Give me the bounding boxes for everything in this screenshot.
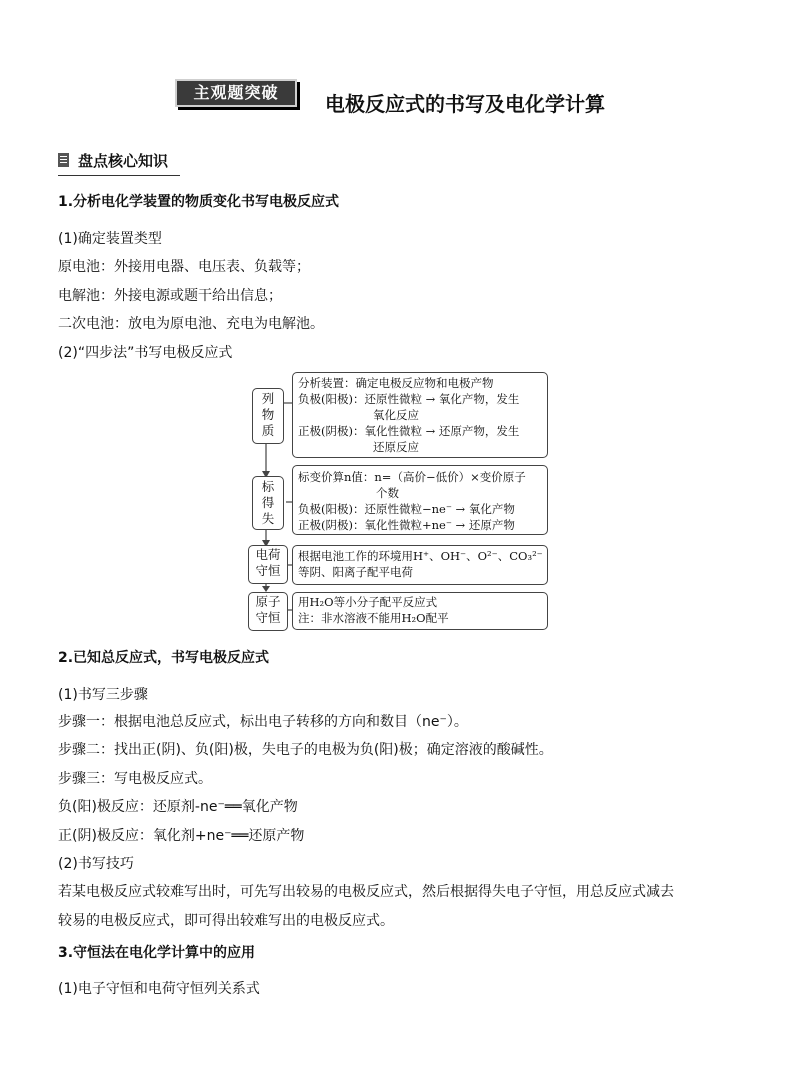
step-label-char: 得 bbox=[261, 495, 275, 510]
step-label-char: 列 bbox=[261, 391, 275, 406]
sub-heading-3-1: (1)电子守恒和电荷守恒列关系式 bbox=[58, 981, 260, 997]
heading-2: 2.已知总反应式，书写电极反应式 bbox=[58, 650, 270, 666]
step-two-text: 步骤二：找出正(阴)、负(阳)极，失电子的电极为负(阳)极；确定溶液的酸碱性。 bbox=[58, 742, 553, 758]
text-secondary: 二次电池：放电为原电池、充电为电解池。 bbox=[58, 316, 324, 332]
step-label-text: 守恒 bbox=[255, 563, 281, 578]
section-divider bbox=[58, 175, 180, 176]
step-label-char: 物 bbox=[261, 407, 275, 422]
text-electrolytic: 电解池：外接电源或题干给出信息； bbox=[58, 288, 282, 304]
text-galvanic: 原电池：外接用电器、电压表、负载等； bbox=[58, 259, 310, 275]
sub-heading-2-2: (2)书写技巧 bbox=[58, 856, 134, 872]
diagram-line: 正极(阴极)：氧化性微粒+ne⁻ → 还原产物 bbox=[298, 518, 515, 532]
sub-heading-1-1: (1)确定装置类型 bbox=[58, 231, 162, 247]
page-title: 电极反应式的书写及电化学计算 bbox=[325, 92, 605, 116]
diagram-line: 正极(阴极)：氧化性微粒 → 还原产物，发生 bbox=[298, 424, 520, 438]
diagram-line: 注：非水溶液不能用H₂O配平 bbox=[298, 611, 449, 625]
diagram-line: 根据电池工作的环境用H⁺、OH⁻、O²⁻、CO₃²⁻ bbox=[298, 549, 543, 563]
step-three-text: 步骤三：写电极反应式。 bbox=[58, 771, 212, 787]
section-title: 盘点核心知识 bbox=[78, 152, 169, 170]
negative-electrode-reaction: 负(阳)极反应：还原剂-ne⁻══氧化产物 bbox=[58, 799, 298, 815]
tip-text-line-2: 较易的电极反应式，即可得出较难写出的电极反应式。 bbox=[58, 913, 394, 929]
diagram-line: 分析装置：确定电极反应物和电极产物 bbox=[298, 376, 494, 390]
diagram-line: 负极(阳极)：还原性微粒−ne⁻ → 氧化产物 bbox=[298, 502, 515, 516]
step-label-text: 原子 bbox=[255, 594, 281, 609]
diagram-line: 还原反应 bbox=[373, 440, 419, 454]
diagram-line: 个数 bbox=[376, 486, 399, 500]
step-label-char: 标 bbox=[261, 479, 275, 494]
sub-heading-1-2: (2)“四步法”书写电极反应式 bbox=[58, 345, 233, 361]
diagram-line: 等阴、阳离子配平电荷 bbox=[298, 565, 413, 579]
positive-electrode-reaction: 正(阴)极反应：氧化剂+ne⁻══还原产物 bbox=[58, 828, 305, 844]
heading-3: 3.守恒法在电化学计算中的应用 bbox=[58, 945, 256, 961]
document-icon bbox=[58, 153, 69, 167]
step-label-list-substances bbox=[252, 388, 284, 444]
diagram-line: 负极(阳极)：还原性微粒 → 氧化产物，发生 bbox=[298, 392, 520, 406]
step-label-text: 守恒 bbox=[255, 610, 281, 625]
diagram-line: 氧化反应 bbox=[373, 408, 419, 422]
step-label-text: 电荷 bbox=[255, 547, 281, 562]
topic-badge: 主观题突破 bbox=[175, 79, 297, 107]
step-label-char: 质 bbox=[261, 423, 275, 438]
heading-1: 1.分析电化学装置的物质变化书写电极反应式 bbox=[58, 194, 340, 210]
step-label-mark-electrons bbox=[252, 476, 284, 530]
step-label-char: 失 bbox=[261, 511, 275, 526]
diagram-line: 标变价算n值：n=（高价−低价）×变价原子 bbox=[298, 470, 526, 484]
step-label-charge-conservation bbox=[248, 545, 288, 584]
diagram-line: 用H₂O等小分子配平反应式 bbox=[298, 595, 438, 609]
step-one-text: 步骤一：根据电池总反应式，标出电子转移的方向和数目（ne⁻）。 bbox=[58, 714, 468, 730]
sub-heading-2-1: (1)书写三步骤 bbox=[58, 687, 148, 703]
step-label-atom-conservation bbox=[248, 592, 288, 631]
tip-text-line-1: 若某电极反应式较难写出时，可先写出较易的电极反应式，然后根据得失电子守恒，用总反应式减去 bbox=[58, 884, 674, 900]
